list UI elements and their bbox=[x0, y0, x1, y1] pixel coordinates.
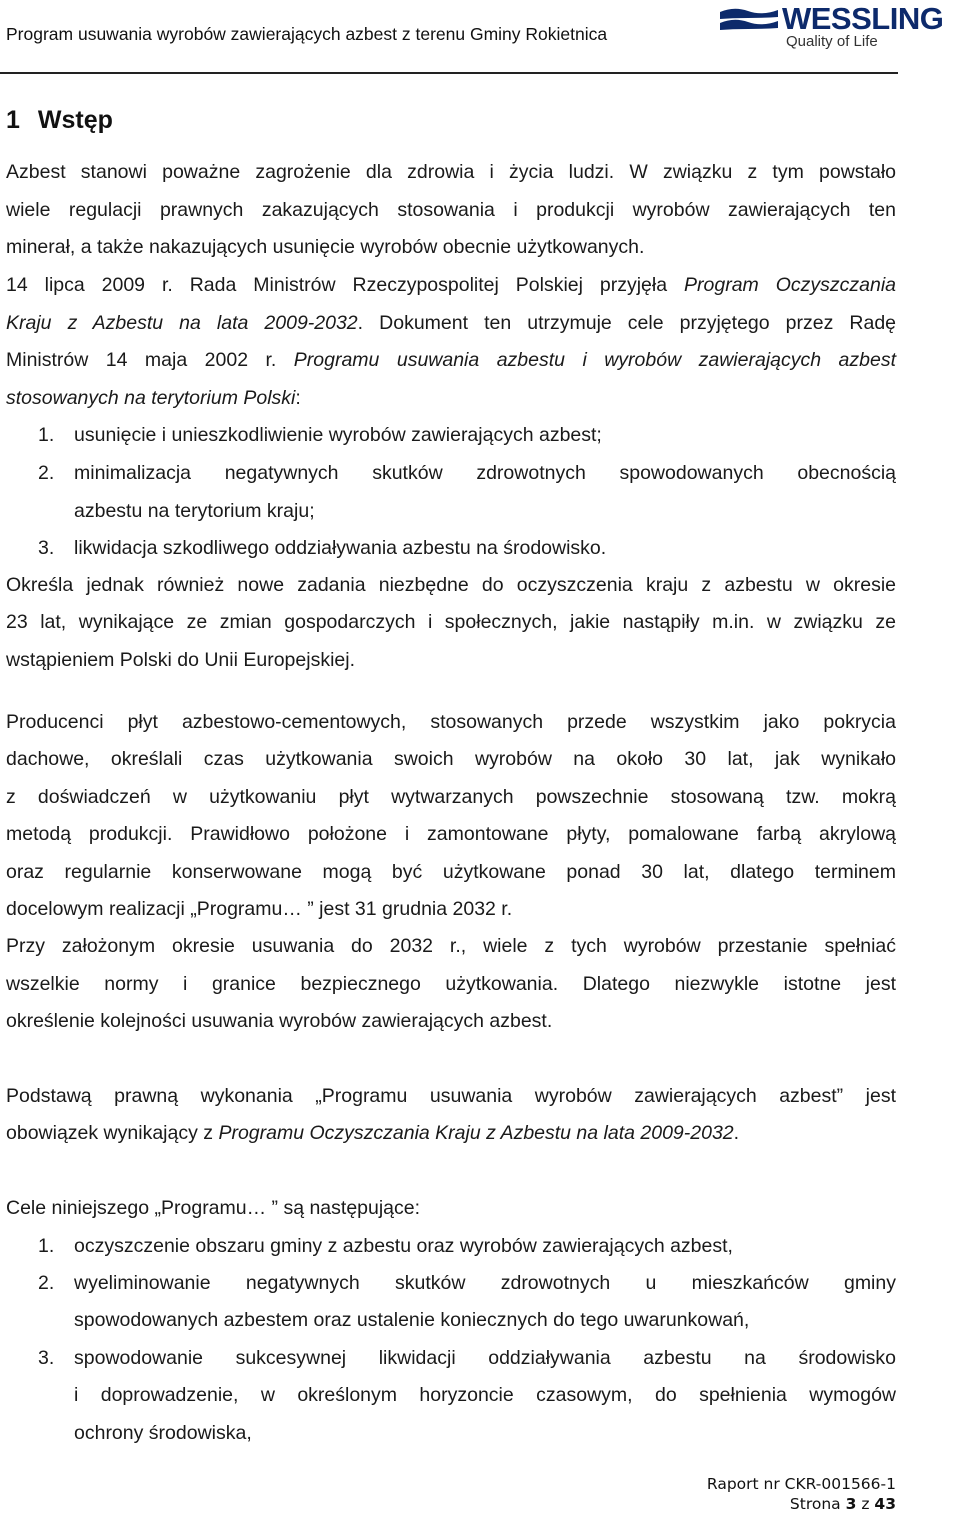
producers-line-7: Przy założonym okresie usuwania do 2032 r., wiele z tych wyrobów przestanie spełniać bbox=[6, 935, 896, 957]
list-item-number: 2. bbox=[38, 462, 55, 484]
new-tasks-line-3: wstąpieniem Polski do Unii Europejskiej. bbox=[6, 649, 355, 671]
list-item bbox=[6, 1228, 896, 1266]
list-item-text: spowodowanie sukcesywnej likwidacji oddziaływania azbestu na środowisko bbox=[74, 1347, 896, 1369]
total-pages: 43 bbox=[874, 1495, 896, 1513]
producers-line-5: oraz regularnie konserwowane mogą być użytkowane ponad 30 lat, dlatego terminem bbox=[6, 861, 896, 883]
list-item bbox=[6, 530, 896, 568]
program-title-italic-cont: Kraju z Azbestu na lata 2009-2032 bbox=[6, 312, 358, 334]
list-item-text-cont: ochrony środowiska, bbox=[74, 1422, 252, 1444]
program-title-italic: Program Oczyszczania bbox=[684, 274, 896, 296]
page-footer bbox=[707, 1474, 896, 1514]
page-label: Strona bbox=[789, 1495, 841, 1513]
list-item-number: 1. bbox=[38, 424, 55, 446]
wessling-wave-icon bbox=[718, 6, 780, 34]
intro-line-2: wiele regulacji prawnych zakazujących stosowania i produkcji wyrobów zawierających ten bbox=[6, 199, 896, 221]
legal-basis-period: . bbox=[733, 1122, 740, 1144]
section-number: 1 bbox=[6, 106, 20, 134]
legal-basis-text: obowiązek wynikający z bbox=[6, 1122, 219, 1144]
list-item-text: oczyszczenie obszaru gminy z azbestu oraz wyrobów zawierających azbest, bbox=[74, 1235, 733, 1257]
producers-line-2: dachowe, określali czas użytkowania swoich wyrobów na około 30 lat, jak wynikało bbox=[6, 748, 896, 770]
intro-line-3: minerał, a także nakazujących usunięcie wyrobów obecnie użytkowanych. bbox=[6, 236, 645, 258]
logo-tagline: Quality of Life bbox=[786, 33, 878, 50]
list-item-text-cont: azbestu na terytorium kraju; bbox=[74, 500, 315, 522]
list-item bbox=[6, 417, 896, 455]
legal-basis-line-1: Podstawą prawną wykonania „Programu usuwania wyrobów zawierających azbest” jest bbox=[6, 1085, 896, 1107]
program-2002-title-italic-cont: stosowanych na terytorium Polski bbox=[6, 387, 296, 409]
page-number bbox=[707, 1494, 896, 1514]
section-heading bbox=[6, 106, 113, 135]
producers-line-9: określenie kolejności usuwania wyrobów zawierających azbest. bbox=[6, 1010, 553, 1032]
list-item-number: 1. bbox=[38, 1235, 55, 1257]
intro-line-6 bbox=[6, 342, 896, 380]
document-title: Program usuwania wyrobów zawierających azbest z terenu Gminy Rokietnica bbox=[6, 24, 608, 44]
new-tasks-line-2: 23 lat, wynikające ze zmian gospodarczych i społecznych, jakie nastąpiły m.in. w związku ze bbox=[6, 611, 896, 633]
program-2002-title-italic: Programu usuwania azbestu i wyrobów zawierających azbest bbox=[293, 349, 896, 371]
section-title: Wstęp bbox=[37, 106, 113, 134]
report-number: Raport nr CKR-001566-1 bbox=[706, 1475, 896, 1493]
producers-line-3: z doświadczeń w użytkowaniu płyt wytwarzanych powszechnie stosowaną tzw. mokrą bbox=[6, 786, 896, 808]
goals-intro: Cele niniejszego „Programu… ” są następujące: bbox=[6, 1197, 421, 1219]
legal-basis-line-2 bbox=[6, 1115, 896, 1153]
intro-line-1: Azbest stanowi poważne zagrożenie dla zdrowia i życia ludzi. W związku z tym powstało bbox=[6, 161, 896, 183]
page-separator: z bbox=[861, 1495, 870, 1513]
list-item-text: minimalizacja negatywnych skutków zdrowotnych spowodowanych obecnością bbox=[74, 462, 896, 484]
wessling-logo bbox=[718, 2, 960, 54]
intro-line-7-colon: : bbox=[295, 387, 301, 409]
intro-line-6-text: Ministrów 14 maja 2002 r. bbox=[6, 349, 294, 371]
producers-line-8: wszelkie normy i granice bezpiecznego użytkowania. Dlatego niezwykle istotne jest bbox=[6, 973, 896, 995]
list-item bbox=[6, 455, 896, 530]
list-item-text: likwidacja szkodliwego oddziaływania azbestu na środowisko. bbox=[74, 537, 607, 559]
new-tasks-line-1: Określa jednak również nowe zadania niezbędne do oczyszczenia kraju z azbestu w okresie bbox=[6, 574, 896, 596]
list-item bbox=[6, 1265, 896, 1340]
header-divider bbox=[0, 72, 898, 74]
list-item-number: 3. bbox=[38, 1347, 55, 1369]
producers-line-1: Producenci płyt azbestowo-cementowych, stosowanych przede wszystkim jako pokrycia bbox=[6, 711, 896, 733]
producers-line-6: docelowym realizacji „Programu… ” jest 31 grudnia 2032 r. bbox=[6, 898, 513, 920]
intro-line-4 bbox=[6, 267, 896, 305]
intro-line-7 bbox=[6, 380, 896, 418]
producers-line-4: metodą produkcji. Prawidłowo położone i zamontowane płyty, pomalowane farbą akrylową bbox=[6, 823, 896, 845]
current-page: 3 bbox=[845, 1495, 857, 1513]
list-item-text: usunięcie i unieszkodliwienie wyrobów zawierających azbest; bbox=[74, 424, 602, 446]
list-item-number: 3. bbox=[38, 537, 55, 559]
intro-line-5 bbox=[6, 305, 896, 343]
program-title-italic: Programu Oczyszczania Kraju z Azbestu na lata 2009-2032 bbox=[218, 1122, 734, 1144]
list-item-number: 2. bbox=[38, 1272, 55, 1294]
intro-line-4-text: 14 lipca 2009 r. Rada Ministrów Rzeczypospolitej Polskiej przyjęła bbox=[6, 274, 685, 296]
logo-wordmark: WESSLING bbox=[782, 1, 944, 36]
intro-line-5-text: . Dokument ten utrzymuje cele przyjętego przez Radę bbox=[357, 312, 897, 334]
list-item-text-cont: spowodowanych azbestem oraz ustalenie koniecznych do tego uwarunkowań, bbox=[74, 1309, 750, 1331]
list-item-text-cont: i doprowadzenie, w określonym horyzoncie czasowym, do spełnienia wymogów bbox=[74, 1384, 896, 1406]
list-item-text: wyeliminowanie negatywnych skutków zdrowotnych u mieszkańców gminy bbox=[74, 1272, 896, 1294]
list-item bbox=[6, 1340, 896, 1453]
